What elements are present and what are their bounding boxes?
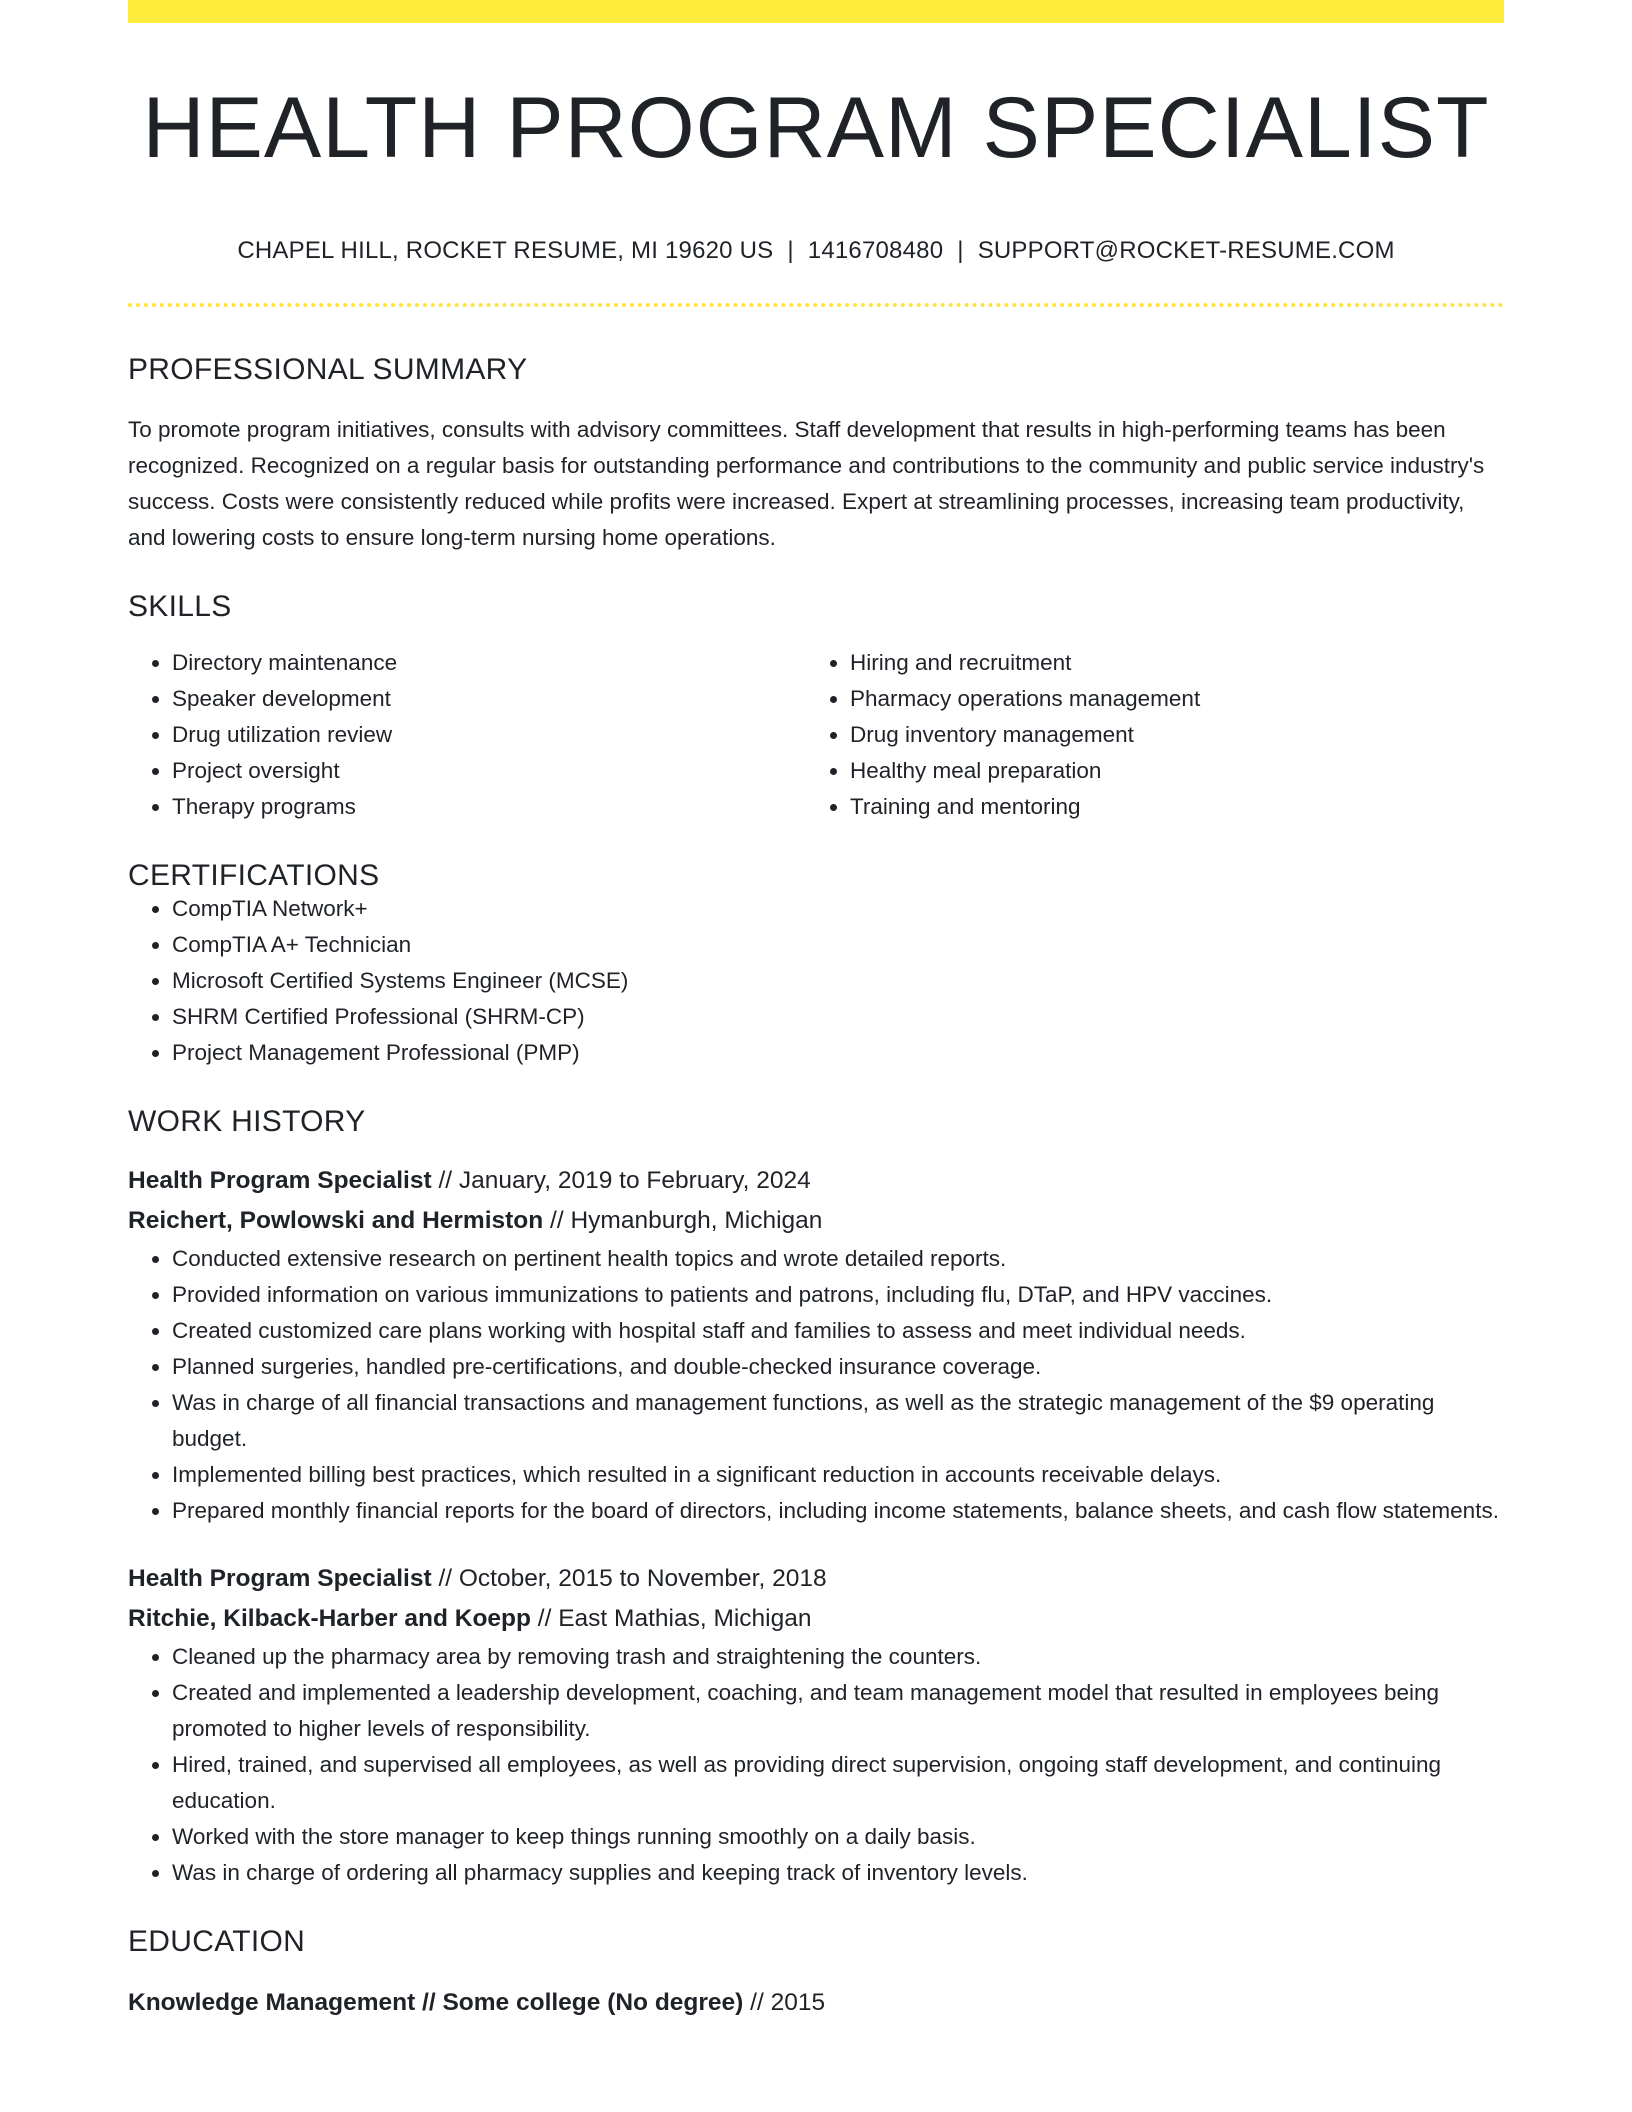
job-dates: // October, 2015 to November, 2018	[431, 1565, 827, 1592]
job-entry	[128, 1161, 1504, 1529]
skill-item: • Healthy meal preparation	[850, 753, 1484, 789]
job-company: Ritchie, Kilback-Harber and Koepp	[128, 1605, 531, 1632]
summary-text: To promote program initiatives, consults with advisory committees. Staff development that results in high-performing teams has been recognized. Recognized on a regular basis for outstanding performance and contributions to the community and public service industry's success. Costs were consistently reduced while profits were increased. Expert at streamlining processes, increasing team productivity, and lowering costs to ensure long-term nursing home operations.	[128, 417, 1485, 550]
job-duty: • Cleaned up the pharmacy area by removing trash and straightening the counters.	[172, 1639, 1504, 1675]
contact-line	[128, 239, 1504, 263]
contact-phone: 1416708480	[807, 237, 944, 264]
resume-title: HEALTH PROGRAM SPECIALIST	[142, 80, 1490, 176]
job-duty: • Created customized care plans working with hospital staff and families to assess and meet individual needs.	[172, 1313, 1504, 1349]
contact-address: CHAPEL HILL, ROCKET RESUME, MI 19620 US	[237, 237, 774, 264]
skills-column-left	[128, 645, 806, 825]
job-duties-list	[128, 1639, 1504, 1891]
skills-list-left	[128, 645, 806, 825]
job-duty: • Hired, trained, and supervised all employees, as well as providing direct supervision, ongoing staff development, and continuing education.	[172, 1747, 1504, 1819]
skill-item: • Therapy programs	[172, 789, 806, 825]
summary-heading: PROFESSIONAL SUMMARY	[128, 353, 528, 386]
job-dates: // January, 2019 to February, 2024	[431, 1167, 811, 1194]
dotted-divider	[128, 303, 1504, 307]
work-history-heading: WORK HISTORY	[128, 1105, 366, 1138]
certification-item: • CompTIA Network+	[172, 891, 1504, 927]
skill-item: • Training and mentoring	[850, 789, 1484, 825]
job-company-line	[128, 1599, 1504, 1639]
job-entry	[128, 1559, 1504, 1891]
job-role-line	[128, 1559, 1504, 1599]
job-role-line	[128, 1161, 1504, 1201]
job-duty: • Was in charge of ordering all pharmacy supplies and keeping track of inventory levels.	[172, 1855, 1504, 1891]
skill-item: • Speaker development	[172, 681, 806, 717]
skills-list-right	[806, 645, 1484, 825]
skill-item: • Directory maintenance	[172, 645, 806, 681]
job-duty: • Prepared monthly financial reports for the board of directors, including income statements, balance sheets, and cash flow statements.	[172, 1493, 1504, 1529]
contact-email: SUPPORT@ROCKET-RESUME.COM	[977, 237, 1395, 264]
certification-item: • Project Management Professional (PMP)	[172, 1035, 1504, 1071]
skill-item: • Project oversight	[172, 753, 806, 789]
job-duty: • Planned surgeries, handled pre-certifications, and double-checked insurance coverage.	[172, 1349, 1504, 1385]
job-role: Health Program Specialist	[128, 1565, 432, 1592]
skill-item: • Hiring and recruitment	[850, 645, 1484, 681]
job-location: // Hymanburgh, Michigan	[543, 1207, 823, 1234]
certification-item: • SHRM Certified Professional (SHRM-CP)	[172, 999, 1504, 1035]
skill-item: • Pharmacy operations management	[850, 681, 1484, 717]
certifications-list	[128, 891, 1504, 1071]
job-duty: • Worked with the store manager to keep things running smoothly on a daily basis.	[172, 1819, 1504, 1855]
contact-separator: |	[787, 237, 794, 264]
job-location: // East Mathias, Michigan	[530, 1605, 812, 1632]
education-heading: EDUCATION	[128, 1925, 306, 1958]
job-duty: • Was in charge of all financial transactions and management functions, as well as the strategic management of the $9 operating budget.	[172, 1385, 1504, 1457]
job-duty: • Provided information on various immunizations to patients and patrons, including flu, DTaP, and HPV vaccines.	[172, 1277, 1504, 1313]
accent-top-bar	[128, 0, 1504, 23]
certification-item: • CompTIA A+ Technician	[172, 927, 1504, 963]
education-year: // 2015	[743, 1989, 826, 2016]
skills-grid	[128, 645, 1504, 825]
certifications-heading: CERTIFICATIONS	[128, 859, 380, 892]
education-field: Knowledge Management // Some college (No degree)	[128, 1989, 744, 2016]
skill-item: • Drug inventory management	[850, 717, 1484, 753]
job-duty: • Implemented billing best practices, which resulted in a significant reduction in accounts receivable delays.	[172, 1457, 1504, 1493]
resume-page	[128, 0, 1504, 2023]
job-company-line	[128, 1201, 1504, 1241]
education-entry	[128, 1983, 1504, 2023]
certification-item: • Microsoft Certified Systems Engineer (MCSE)	[172, 963, 1504, 999]
job-duty: • Conducted extensive research on pertinent health topics and wrote detailed reports.	[172, 1241, 1504, 1277]
job-duties-list	[128, 1241, 1504, 1529]
job-company: Reichert, Powlowski and Hermiston	[128, 1207, 544, 1234]
skills-column-right	[806, 645, 1484, 825]
contact-separator: |	[957, 237, 964, 264]
job-duty: • Created and implemented a leadership development, coaching, and team management model that resulted in employees being promoted to higher levels of responsibility.	[172, 1675, 1504, 1747]
skills-heading: SKILLS	[128, 590, 232, 623]
job-role: Health Program Specialist	[128, 1167, 432, 1194]
skill-item: • Drug utilization review	[172, 717, 806, 753]
